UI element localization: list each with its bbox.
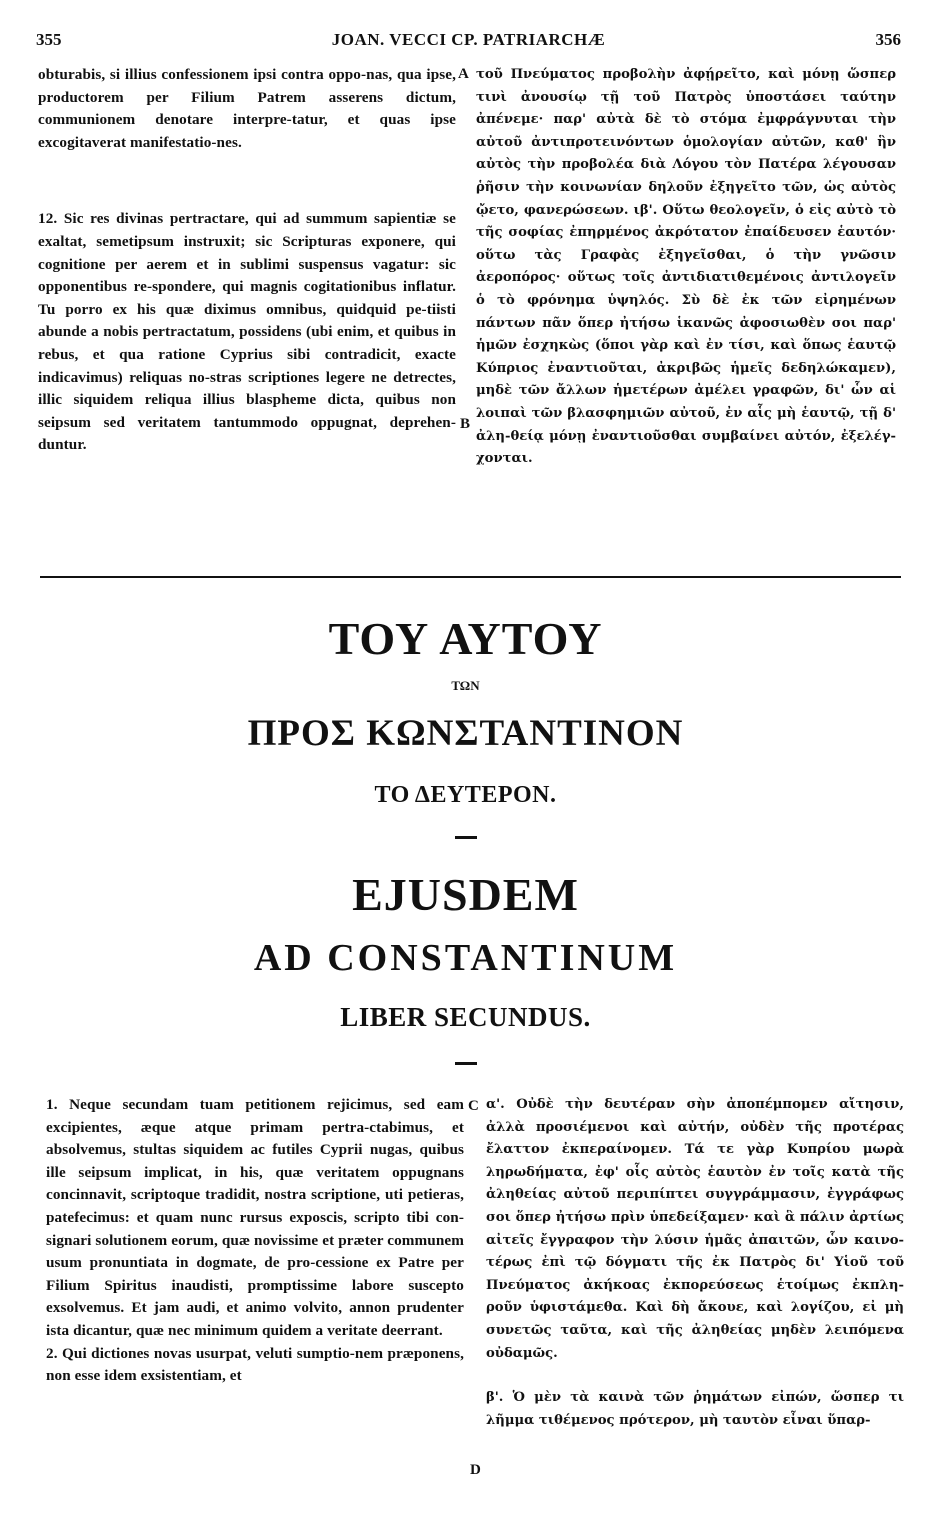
greek-title-line-2: ΤΩΝ bbox=[451, 678, 480, 693]
latin-column-top bbox=[38, 64, 456, 457]
latin-paragraph-12: 12. Sic res divinas pertractare, qui ad summum sapientiæ se exaltat, semetipsum instruxit; sic Scripturas exponere, qui cognitione per aerem et in sublimi suspensus vagatur: sic opponentibus re-spondere, qui magnis cogitationibus inflatur. Tu porro ex his quæ diximus omnibus, quidquid pe-tiisti abunde a nobis pertractatum, possidens (ubi enim, et quibus in rebus, et qua ratione Cyprius sibi contradicit, exacte indicavimus) reliquas no-stras scriptiones legere ne detrectes, illic siquidem reliqua illius blaspheme dicta, quibus non seipsum sed veritatem tantummodo oppugnat, deprehen-duntur. bbox=[38, 210, 456, 454]
margin-marker-b: B bbox=[460, 416, 471, 432]
greek-column-bottom bbox=[486, 1094, 904, 1432]
running-header bbox=[36, 30, 901, 54]
greek-title-line-1: ΤΟΥ ΑΥΤΟΥ bbox=[328, 613, 603, 664]
latin-title-line-1: EJUSDEM bbox=[352, 869, 579, 920]
greek-title-line-3: ΠΡΟΣ ΚΩΝΣΤΑΝΤΙΝΟΝ bbox=[247, 713, 684, 754]
greek-paragraph-top: τοῦ Πνεύματος προβολὴν ἀφῄρεῖτο, καὶ μόνῃ ὥσπερ τινὶ ἀνουσίῳ τῇ τοῦ Πατρὸς ὑποστάσει ταύτην ἀπένεμε· παρ' αὐτὰ δὲ τὸ στόμα ἐμφράγνυται τὴν αὐτοῦ ἀντιπροτεινόντων ὁμολογίαν αὐτῶν, καθ' ἣν αὐτὸς τὴν προβολέα διὰ Λόγου τὸν Πατέρα λέγουσαν ῥῆσιν τὴν κοινωνίαν δηλοῦν ἐξηγεῖτο τῶν, ὡς αὐτὸς ᾤετο, φανερώσεων. ιβ'. Οὕτω θεολογεῖν, ὁ εἰς αὐτὸ τὸ τῆς σοφίας ἐπηρμένος ἀκρότατον ἐπαίδευσεν ἑαυτόν· οὕτω τὰς Γραφὰς ἐξηγεῖσθαι, ὁ τὴν γνῶσιν ἀεροπόρος· οὕτως τοῖς ἀντιδιατιθεμένοις ἀντιλογεῖν ὁ τὸ φρόνημα ὑψηλός. Σὺ δὲ ἐκ τῶν εἰρημένων πάντων πᾶν ὅπερ ἠτήσω ἱκανῶς ἀφοσιωθὲν σοι παρ' ἡμῶν ἐσχηκὼς (ὅποι γὰρ καὶ ἐν τίσι, καὶ ὅπως ἑαυτῷ Κύπριος ἐναντιοῦται, ἀκριβῶς ἡμεῖς δεδηλώκαμεν), μηδὲ τῶν ἄλλων ἡμετέρων ἀμέλει γραφῶν, δι' ὧν αἱ λοιπαὶ τῶν βλασφημιῶν αὐτοῦ, ἐν αἷς μὴ ἑαυτῷ, τῇ δ' ἀλη-θείᾳ μόνῃ ἐναντιοῦσθαι συμβαίνει αὐτόν, ἐξελέγ-χονται. bbox=[476, 67, 896, 467]
latin-paragraph-11-end: obturabis, si illius confessionem ipsi contra oppo-nas, qua ipse, productorem per Filium Patrem asserens dictum, communionem denotare interpre-tatur, et quas ipse excogitaverat manifestatio-nes. bbox=[38, 66, 456, 151]
greek-paragraph-1: α'. Οὐδὲ τὴν δευτέραν σὴν ἀποπέμπομεν αἴτησιν, ἀλλὰ προσιέμενοι καὶ αὐτήν, οὐδὲν τῆς προτέρας ἔλαττον ἐκπεραίνομεν. Τά τε γὰρ Κυπρίου μωρὰ ληρωδήματα, ἐφ' οἷς αὐτὸς ἑαυτὸν ἐν τοῖς κατὰ τῆς ἀληθείας αὐτοῦ περιπίπτει συγγράμμασιν, ἐγγράφως σοι ὅπερ ἠτήσω πρὶν ὑπεδείξαμεν· καὶ ἃ πάλιν ἀρτίως αἰτεῖς ἔγγραφον τὴν λύσιν ἡμᾶς ἀπαιτῶν, ὧν καινο-τέρως ἐπὶ τῷ δόγματι τῆς ἐκ Πατρὸς δι' Υἱοῦ τοῦ Πνεύματος ἀκήκοας ἐκπορεύσεως ἑτοίμως ἐκπλη-ροῦν ὑφιστάμεθα. Καὶ δὴ ἄκουε, καὶ λογίζου, εἰ μὴ συνετῶς ταῦτα, καὶ τῆς ἀληθείας μηδὲν λειπόμενα οὐδαμῶς. bbox=[486, 1097, 904, 1361]
greek-paragraph-2: β'. Ὁ μὲν τὰ καινὰ τῶν ῥημάτων εἰπών, ὥσπερ τι λῆμμα τιθέμενος πρότερον, μὴ ταυτὸν εἶναι ὕπαρ- bbox=[486, 1390, 904, 1428]
greek-column-top bbox=[476, 64, 896, 471]
greek-title-line-4: ΤΟ ΔΕΥΤΕΡΟΝ. bbox=[374, 782, 557, 808]
section-separator-rule bbox=[40, 576, 901, 578]
latin-paragraph-2: 2. Qui dictiones novas usurpat, veluti sumptio-nem præponens, non esse idem exsistentiam, et bbox=[46, 1344, 464, 1385]
page-number-left: 355 bbox=[36, 30, 62, 49]
title-dash-1 bbox=[455, 836, 477, 839]
running-title: JOAN. VECCI CP. PATRIARCHÆ bbox=[331, 30, 606, 49]
latin-paragraph-1: 1. Neque secundam tuam petitionem rejicimus, sed eam excipientes, æque atque primam pertra-ctabimus, et absolvemus, stultas siquidem ac futiles Cyprii nugas, quibus ille seipsum implicat, in his, quæ veritatem oppugnans concinnavit, scriptoque tradidit, nostra scriptione, uti petieras, patefecimus: et quam nunc rursus exposcis, scripto tibi con-signari solutionem eorum, quæ novissime et præter communem usum pronuntiata in dogmate, de pro-cessione ex Patre per Filium Spiritus inaudisti, promptissime labore suscepto exsolvemus. Et jam audi, et animo volvito, annon prudenter ista dicantur, quæ nec minimum quidem a veritate deerrant. bbox=[46, 1096, 464, 1339]
margin-marker-d: D bbox=[470, 1462, 481, 1478]
latin-title-line-3: LIBER SECUNDUS. bbox=[340, 1002, 591, 1032]
page-number-right: 356 bbox=[875, 30, 901, 49]
margin-marker-a: A bbox=[458, 66, 469, 82]
latin-title-line-2: AD CONSTANTINUM bbox=[253, 937, 678, 979]
margin-marker-c: C bbox=[468, 1098, 479, 1114]
latin-column-bottom bbox=[46, 1094, 464, 1388]
title-dash-2 bbox=[455, 1062, 477, 1065]
